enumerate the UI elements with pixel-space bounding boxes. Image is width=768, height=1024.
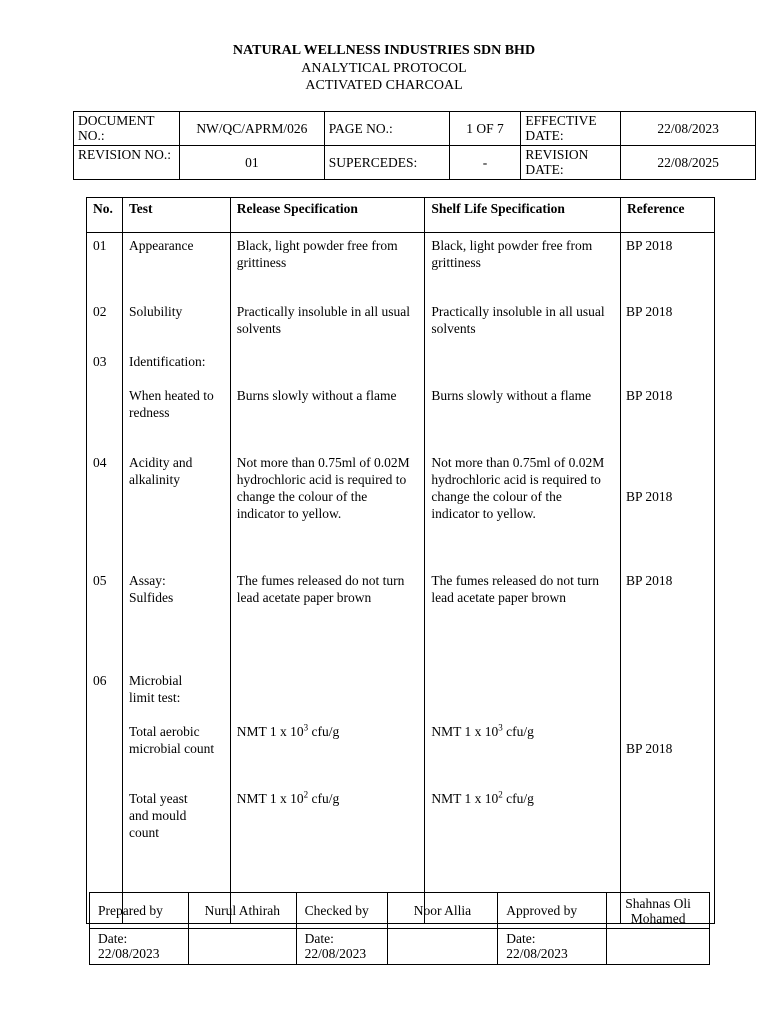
row-03-test: Identification: xyxy=(128,354,206,369)
reference-column xyxy=(621,233,715,924)
row-06b-release-exponent: 2 xyxy=(303,789,309,800)
row-06b-shelf-exponent: 2 xyxy=(498,789,503,800)
document-no-label: DOCUMENT NO.: xyxy=(74,112,180,146)
row-04-no: 04 xyxy=(93,455,107,470)
row-05-reference: BP 2018 xyxy=(626,573,673,588)
row-04-release: Not more than 0.75ml of 0.02M hydrochloric acid is required to change the colour of the indicator to yellow. xyxy=(236,455,410,521)
row-03a-shelf: Burns slowly without a flame xyxy=(431,388,592,403)
checked-date-label: Date: xyxy=(304,931,334,946)
row-02-release: Practically insoluble in all usual solvents xyxy=(236,304,410,336)
revision-date-label: REVISION DATE: xyxy=(521,146,621,180)
row-01-no: 01 xyxy=(93,238,107,253)
row-06a-shelf xyxy=(431,723,611,740)
row-06-no: 06 xyxy=(93,673,107,688)
checked-date xyxy=(296,929,387,965)
row-05-shelf: The fumes released do not turn lead acetate paper brown xyxy=(431,573,599,605)
revision-date-value: 22/08/2025 xyxy=(621,146,756,180)
supercedes-value: - xyxy=(449,146,521,180)
row-05-release: The fumes released do not turn lead acetate paper brown xyxy=(236,573,405,605)
row-06-test: Microbial limit test: xyxy=(128,673,183,705)
checked-signature-cell xyxy=(387,929,498,965)
row-06b-shelf xyxy=(431,790,611,807)
row-05-no: 05 xyxy=(93,573,107,588)
row-06b-shelf-unit: cfu/g xyxy=(502,791,534,806)
checked-date-value: 22/08/2023 xyxy=(304,946,367,961)
effective-date-value: 22/08/2023 xyxy=(621,112,756,146)
row-04-reference: BP 2018 xyxy=(626,489,673,504)
release-spec-column xyxy=(230,233,425,924)
header-release-spec: Release Specification xyxy=(230,198,425,233)
test-column xyxy=(122,233,230,924)
row-06b-shelf-base: NMT 1 x 10 xyxy=(431,791,499,806)
prepared-signature-cell xyxy=(188,929,296,965)
page-no-value: 1 OF 7 xyxy=(449,112,521,146)
document-title: ANALYTICAL PROTOCOL xyxy=(301,61,467,76)
row-03-no: 03 xyxy=(93,354,107,369)
row-01-shelf: Black, light powder free from grittiness xyxy=(431,238,593,270)
row-03a-release: Burns slowly without a flame xyxy=(236,388,397,403)
row-06a-shelf-base: NMT 1 x 10 xyxy=(431,724,499,739)
specification-table xyxy=(86,197,715,924)
row-06a-release-exponent: 3 xyxy=(303,722,309,733)
row-06b-release-unit: cfu/g xyxy=(308,791,340,806)
prepared-date-value: 22/08/2023 xyxy=(98,946,160,961)
row-02-reference: BP 2018 xyxy=(626,304,673,319)
document-info-table xyxy=(73,111,756,180)
effective-date-label: EFFECTIVE DATE: xyxy=(521,112,621,146)
row-06b-test: Total yeast and mould count xyxy=(128,791,188,840)
header-test: Test xyxy=(122,198,230,233)
row-06a-shelf-exponent: 3 xyxy=(498,722,503,733)
row-01-release: Black, light powder free from grittiness xyxy=(236,238,398,270)
header-shelf-life-spec: Shelf Life Specification xyxy=(425,198,621,233)
row-06a-shelf-unit: cfu/g xyxy=(502,724,534,739)
row-01-reference: BP 2018 xyxy=(626,238,673,253)
shelf-life-spec-column xyxy=(425,233,621,924)
prepared-by-label: Prepared by xyxy=(90,893,189,929)
revision-no-value: 01 xyxy=(179,146,324,180)
approved-by-label: Approved by xyxy=(498,893,607,929)
row-06b-release xyxy=(237,790,417,807)
document-no-value: NW/QC/APRM/026 xyxy=(179,112,324,146)
approved-by-name: Shahnas Oli Mohamed xyxy=(607,893,710,929)
approved-date xyxy=(498,929,607,965)
company-name: NATURAL WELLNESS INDUSTRIES SDN BHD xyxy=(232,43,536,58)
row-02-no: 02 xyxy=(93,304,107,319)
checked-by-label: Checked by xyxy=(296,893,387,929)
supercedes-label: SUPERCEDES: xyxy=(324,146,449,180)
approved-signature-cell xyxy=(607,929,710,965)
row-03a-reference: BP 2018 xyxy=(626,388,673,403)
row-06a-release xyxy=(237,723,417,740)
prepared-by-name: Nurul Athirah xyxy=(188,893,296,929)
header-no: No. xyxy=(87,198,123,233)
row-04-test: Acidity and alkalinity xyxy=(128,455,193,487)
signoff-table xyxy=(89,892,710,965)
row-06a-test: Total aerobic microbial count xyxy=(128,724,215,756)
row-06a-release-base: NMT 1 x 10 xyxy=(236,724,304,739)
approved-date-value: 22/08/2023 xyxy=(506,946,568,961)
prepared-date xyxy=(90,929,189,965)
row-03a-test: When heated to redness xyxy=(128,388,214,420)
row-05-test: Assay: Sulfides xyxy=(128,573,174,605)
row-04-shelf: Not more than 0.75ml of 0.02M hydrochloric acid is required to change the colour of the indicator to yellow. xyxy=(431,455,605,521)
prepared-date-label: Date: xyxy=(98,931,128,946)
row-06b-release-base: NMT 1 x 10 xyxy=(236,791,304,806)
row-01-test: Appearance xyxy=(128,238,194,253)
row-06a-reference: BP 2018 xyxy=(626,741,673,756)
approved-date-label: Date: xyxy=(506,931,536,946)
product-name: ACTIVATED CHARCOAL xyxy=(305,78,463,93)
row-02-test: Solubility xyxy=(128,304,183,319)
page-no-label: PAGE NO.: xyxy=(324,112,449,146)
no-column xyxy=(87,233,123,924)
header-reference: Reference xyxy=(621,198,715,233)
checked-by-name: Noor Allia xyxy=(387,893,498,929)
row-06a-release-unit: cfu/g xyxy=(308,724,340,739)
row-02-shelf: Practically insoluble in all usual solvents xyxy=(431,304,605,336)
revision-no-label: REVISION NO.: xyxy=(74,146,180,180)
